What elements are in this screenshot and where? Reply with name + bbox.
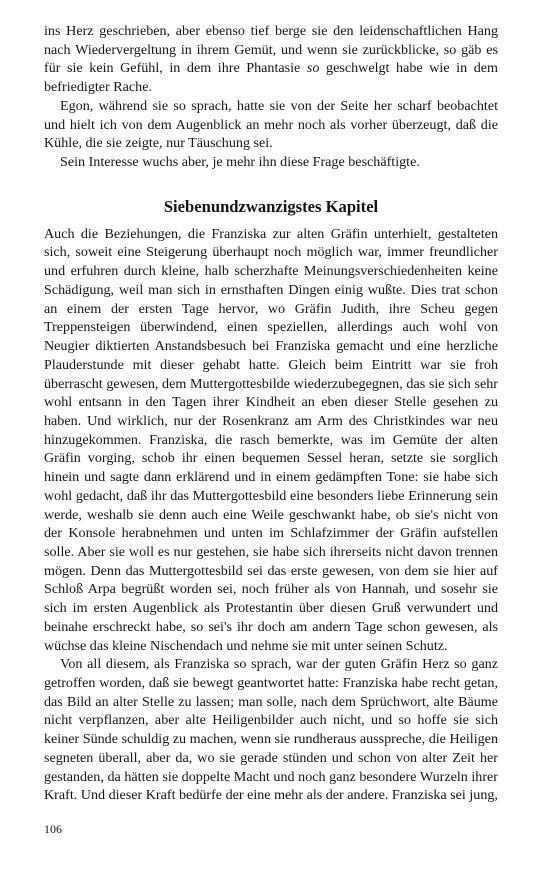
chapter-title: Siebenundzwanzigstes Kapitel [163, 196, 379, 216]
paragraph: Egon, während sie so sprach, hatte sie von der Seite her scharf beobachtet und hielt ich von dem Augenblick an mehr noch als vorher überzeugt, daß die Kühle, die sie zeigte, nur Täuschung sei. [44, 97, 498, 152]
paragraph: Auch die Beziehungen, die Franziska zur alten Gräfin unterhielt, gestalteten sich, soweit eine Steigerung überhaupt noch möglich war, immer freundlicher und erfuhren durch kleine, halb scherzhafte Meinungsverschiedenheiten keine Schädigung, weil man sich in ernsthaften Dingen einig wußte. Dies trat schon an einem der ersten Tage hervor, wo Gräfin Judith, ihre Scheu gegen Treppensteigen überwindend, einen speziellen, allerdings auch wohl von Neugier diktierten Anstandsbesuch bei Franziska gemacht und eine herzliche Plauderstunde mit dieser gehabt hatte. Gleich beim Eintritt war sie froh überrascht gewesen, dem Muttergottesbilde wiederzubegegnen, das sie sich sehr wohl entsann in den Tagen ihrer Kindheit an eben dieser Stelle gesehen zu haben. Und wirklich, nur der Rosenkranz am Arm des Christkindes war neu hinzugekommen. Franziska, die rasch bemerkte, was im Gemüte der alten Gräfin vorging, schob ihr einen bequemen Sessel heran, setzte sie sorglich hinein und sagte dann erklärend und in einem gedämpften Tone: sie habe sich wohl gedacht, daß ihr das Muttergottesbild eine besonders liebe Erinnerung sein werde, weshalb sie denn auch eine Weile geschwankt habe, ob sie's nicht von der Konsole herabnehmen und unten im Schlafzimmer der Gräfin aufstellen solle. Aber sie woll es nur gestehen, sie habe sich ihrerseits nicht davon trennen mögen. Denn das Muttergottesbild sei das erste gewesen, von dem sie hier auf Schloß Arpa begrüßt worden sei, noch früher als von Hannah, und sosehr sie sich im ersten Augenblick als Protestantin über diesen Gruß verwundert und beinahe erschreckt habe, so sei's ihr doch am andern Tage schon gewesen, als wüchse das kleine Nischendach und nehme sie mit unter seinen Schutz. [44, 225, 498, 654]
text-run: geschwelgt habe wie in dem befriedigter Rache. [44, 60, 498, 96]
page-number: 106 [44, 822, 62, 836]
emphasis-text: so [306, 60, 320, 77]
text-run: ins Herz geschrieben, aber ebenso tief berge sie den leidenschaftlichen Hang nach Wiedervergeltung in ihrem Gemüt, und wenn sie zurückblicke, so gäb es für sie kein Gefühl, in dem ihre Phantasie [44, 23, 498, 77]
paragraph-continuation [44, 22, 498, 97]
paragraph: Sein Interesse wuchs aber, je mehr ihn diese Frage beschäftigte. [60, 154, 420, 171]
paragraph: Von all diesem, als Franziska so sprach, war der guten Gräfin Herz so ganz getroffen worden, daß sie bewegt geantwortet hatte: Franziska habe recht getan, das Bild an alter Stelle zu lassen; man solle, nach dem Sprüchwort, alte Bäume nicht verpflanzen, aber alte Heiligenbilder auch nicht, und so hoffe sie sich keiner Sünde schuldig zu machen, wenn sie rundheraus ausspreche, die Heiligen segneten überall, aber da, wo sie gerade stünden und schon von alter Zeit her gestanden, da hätten sie doppelte Macht und noch ganz besondere Wurzeln ihrer Kraft. Und dieser Kraft bedürfe der eine mehr als der andere. Franziska sei jung, [44, 656, 498, 804]
page-body [44, 22, 498, 805]
